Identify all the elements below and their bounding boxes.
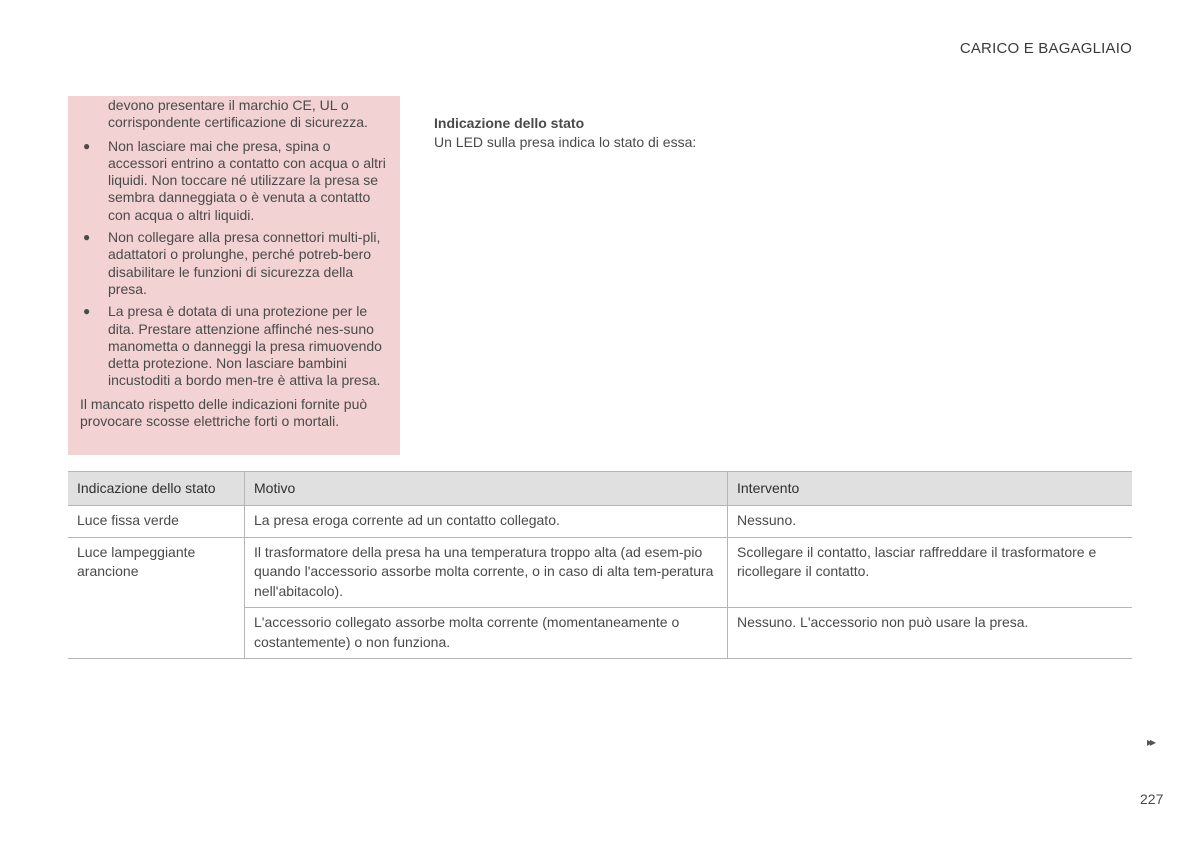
column-header: Intervento [728,472,1133,506]
status-section [434,114,754,152]
table-cell: Scollegare il contatto, lasciar raffreddare il trasformatore e ricollegare il contatto. [728,537,1133,608]
warning-continuation: devono presentare il marchio CE, UL o corrispondente certificazione di sicurezza. [108,97,368,131]
table-header-row [68,472,1132,506]
table-cell: La presa eroga corrente ad un contatto collegato. [245,506,728,538]
table-cell: Nessuno. [728,506,1133,538]
page-number: 227 [1140,791,1164,807]
warning-item [80,229,388,298]
warning-item-text: Non collegare alla presa connettori multi-pli, adattatori o prolunghe, perché potreb-bero disabilitare le funzioni di sicurezza della presa. [108,229,381,297]
table-row [68,506,1132,538]
double-chevron-right-icon: ▸▸ [1147,735,1154,749]
table-cell: Luce lampeggiante arancione [68,537,245,659]
table-cell: Nessuno. L'accessorio non può usare la presa. [728,608,1133,659]
column-header: Indicazione dello stato [68,472,245,506]
table-cell: Luce fissa verde [68,506,245,538]
warning-item [80,303,388,389]
warning-item-text: Non lasciare mai che presa, spina o accessori entrino a contatto con acqua o altri liquidi. Non toccare né utilizzare la presa se sembra danneggiata o è venuta a contatto con acqua o altri liquidi. [108,137,386,223]
column-header: Motivo [245,472,728,506]
table-row [68,537,1132,608]
status-section-text: Un LED sulla presa indica lo stato di essa: [434,134,697,150]
bullet-icon: ● [83,138,91,153]
status-section-title: Indicazione dello stato [434,115,585,131]
warning-closing: Il mancato rispetto delle indicazioni fornite può provocare scosse elettriche forti o mortali. [80,395,368,430]
warning-list [80,138,388,390]
warning-item-text: La presa è dotata di una protezione per le dita. Prestare attenzione affinché nes-suno manometta o danneggi la presa rimuovendo detta protezione. Non lasciare bambini incustoditi a bordo men-tre è attiva la presa. [108,303,382,389]
section-header: CARICO E BAGAGLIAIO [959,40,1132,57]
table-cell: Il trasformatore della presa ha una temperatura troppo alta (ad esem-pio quando l'accessorio assorbe molta corrente, o in caso di alta tem-peratura nell'abitacolo). [245,537,728,608]
table-cell: L'accessorio collegato assorbe molta corrente (momentaneamente o costantemente) o non funziona. [245,608,728,659]
bullet-icon: ● [83,230,91,245]
warning-box [68,96,400,455]
bullet-icon: ● [83,304,91,319]
warning-item [80,138,388,224]
status-table [68,471,1132,659]
